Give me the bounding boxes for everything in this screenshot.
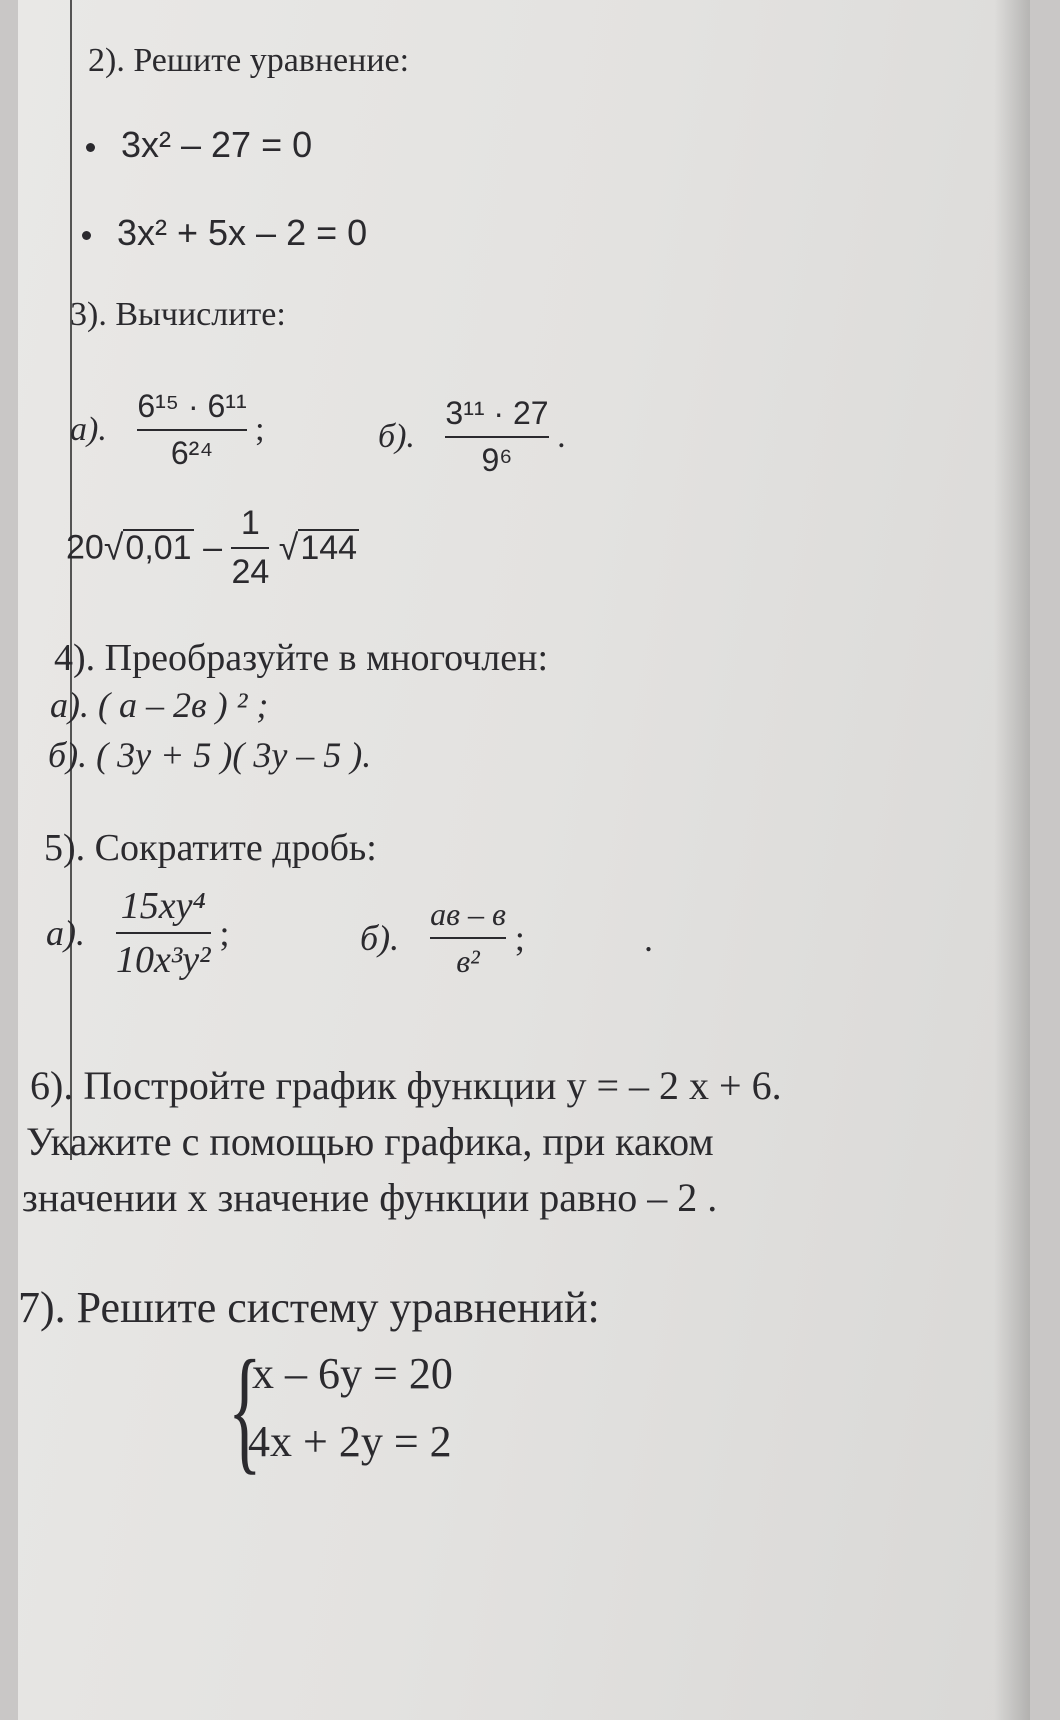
task4-a: а). ( а – 2в ) ² ; — [50, 685, 269, 725]
task5-a-fraction — [116, 884, 211, 982]
task3-c-coef: 20 — [66, 528, 104, 567]
task5-a — [46, 884, 230, 982]
task3-c-denominator: 24 — [231, 553, 270, 591]
task3-c-numerator: 1 — [240, 504, 260, 542]
task7-eq1: x – 6y = 20 — [252, 1349, 453, 1398]
task7-heading: 7). Решите систему уравнений: — [18, 1283, 600, 1332]
task2-eq1: 3x² – 27 = 0 — [121, 124, 313, 165]
task3-b-label: б). — [378, 418, 415, 455]
fraction-bar — [445, 436, 548, 438]
fraction-bar — [116, 932, 211, 934]
left-brace-icon: { — [228, 1332, 262, 1487]
task5-a-label: а). — [46, 913, 85, 953]
task2-heading: 2). Решите уравнение: — [88, 42, 410, 79]
task2-eq2-item — [82, 212, 367, 254]
task3-a — [70, 388, 265, 472]
task5-b-label: б). — [360, 918, 400, 958]
task5-b-numerator: ав – в — [430, 896, 506, 932]
task4-heading: 4). Преобразуйте в многочлен: — [54, 637, 548, 679]
task6-line3: значении x значение функции равно – 2 . — [22, 1175, 718, 1220]
sqrt-icon: √ — [103, 527, 124, 568]
task5-a-denominator: 10x³y² — [116, 939, 211, 981]
fraction-bar — [137, 429, 246, 431]
fraction-bar — [430, 937, 506, 939]
task7-eq2: 4x + 2y = 2 — [248, 1417, 452, 1466]
fraction-bar — [231, 547, 269, 549]
task5-heading: 5). Сократите дробь: — [44, 827, 377, 869]
task6-line2: Укажите с помощью графика, при каком — [26, 1119, 714, 1164]
task5-b-fraction — [430, 896, 506, 980]
stray-dot: . — [644, 919, 653, 959]
task3-c-fraction — [231, 504, 269, 592]
task5-a-separator: ; — [219, 913, 230, 953]
task3-b-numerator: 3¹¹ · 27 — [445, 395, 549, 431]
task5-a-numerator: 15xy⁴ — [120, 885, 206, 927]
task3-c-radicand2: 144 — [300, 529, 358, 568]
task3-b-denominator: 9⁶ — [481, 442, 513, 478]
task3-a-label: а). — [70, 411, 107, 448]
task3-b-fraction — [445, 395, 548, 479]
task5-b-separator: ; — [514, 918, 525, 958]
task3-b — [378, 395, 566, 479]
task3-a-separator: ; — [255, 411, 265, 448]
task3-b-end: . — [557, 418, 566, 455]
task4-b: б). ( 3у + 5 )( 3у – 5 ). — [48, 735, 372, 775]
task3-heading: 3). Вычислите: — [70, 296, 286, 333]
task2-eq1-item — [86, 124, 312, 166]
task3-a-denominator: 6²⁴ — [170, 435, 214, 471]
task5-b — [360, 896, 525, 980]
task3-c-radicand1: 0,01 — [125, 529, 192, 568]
bullet-icon — [82, 231, 91, 240]
task3-a-numerator: 6¹⁵ · 6¹¹ — [137, 388, 247, 424]
task3-a-fraction — [137, 388, 246, 472]
task3-c — [66, 504, 359, 592]
page-shadow — [994, 0, 1030, 1720]
task2-eq2: 3x² + 5x – 2 = 0 — [117, 212, 368, 253]
task3-c-minus: – — [203, 528, 222, 567]
task6-line1: 6). Постройте график функции у = – 2 x + 6. — [30, 1063, 782, 1108]
sqrt-icon: √ — [278, 527, 299, 568]
bullet-icon — [86, 143, 95, 152]
task5-b-denominator: в² — [456, 943, 480, 979]
